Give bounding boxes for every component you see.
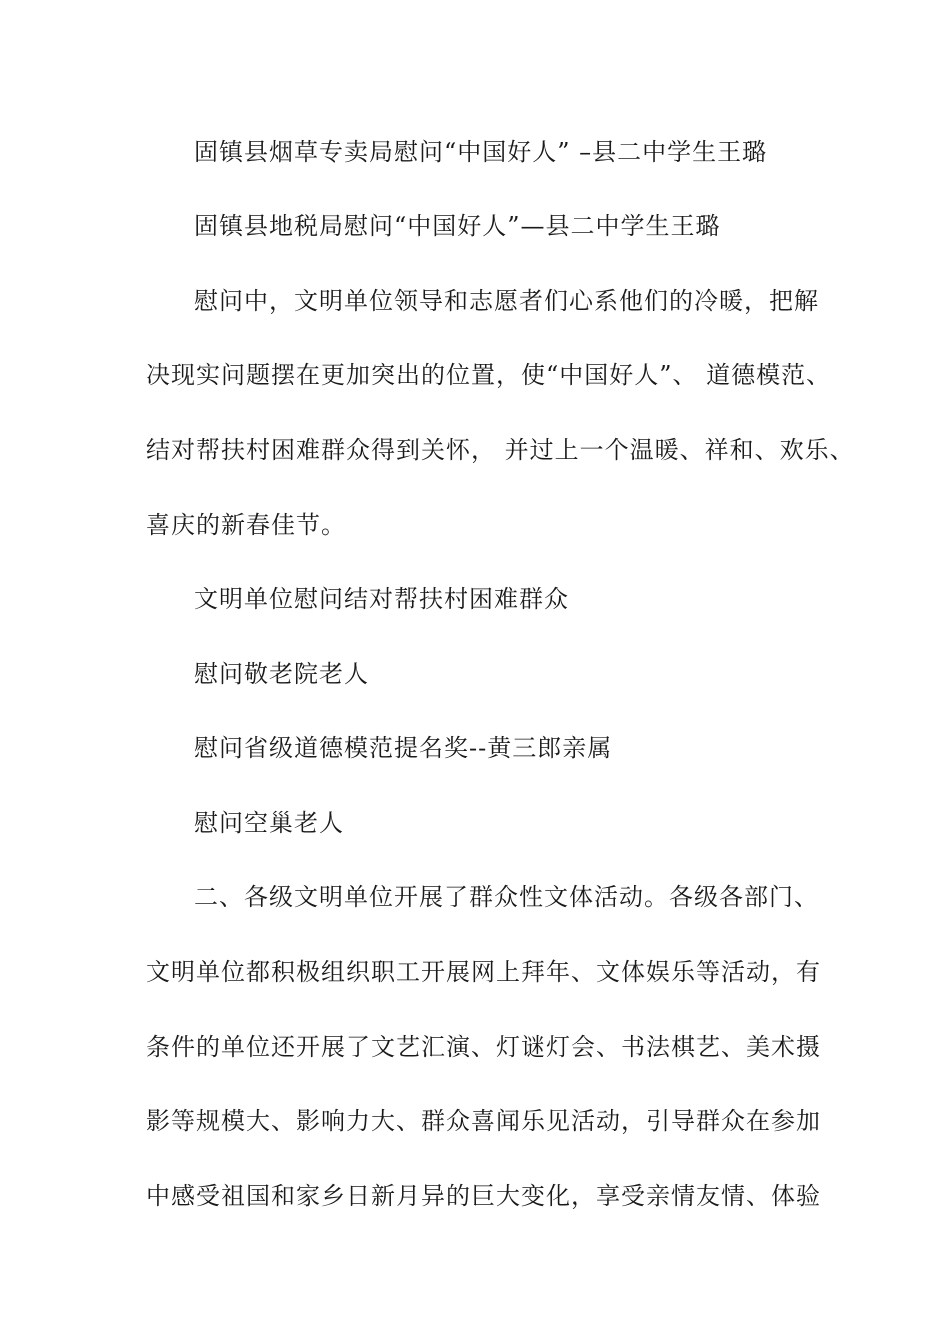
text-line: 决现实问题摆在更加突出的位置，使“中国好人”、 道德模范、 — [146, 361, 832, 389]
text-line: 喜庆的新春佳节。 — [146, 511, 346, 539]
text-line: 中感受祖国和家乡日新月异的巨大变化，享受亲情友情、体验 — [146, 1182, 821, 1210]
text-line: 条件的单位还开展了文艺汇演、灯谜灯会、书法棋艺、美术摄 — [146, 1033, 821, 1061]
text-line: 慰问省级道德模范提名奖--黄三郎亲属 — [194, 734, 613, 762]
text-line: 影等规模大、影响力大、群众喜闻乐见活动，引导群众在参加 — [146, 1107, 821, 1135]
text-line: 固镇县地税局慰问“中国好人”—县二中学生王璐 — [194, 212, 721, 240]
text-line: 二、各级文明单位开展了群众性文体活动。各级各部门、 — [194, 883, 819, 911]
text-line: 固镇县烟草专卖局慰问“中国好人” –县二中学生王璐 — [194, 138, 768, 166]
text-line: 慰问敬老院老人 — [194, 660, 369, 688]
text-line: 慰问空巢老人 — [194, 809, 344, 837]
text-line: 结对帮扶村困难群众得到关怀， 并过上一个温暖、祥和、欢乐、 — [146, 436, 855, 464]
text-line: 文明单位慰问结对帮扶村困难群众 — [194, 585, 569, 613]
text-line: 慰问中，文明单位领导和志愿者们心系他们的冷暖，把解 — [194, 287, 819, 315]
text-line: 文明单位都积极组织职工开展网上拜年、文体娱乐等活动，有 — [146, 958, 821, 986]
